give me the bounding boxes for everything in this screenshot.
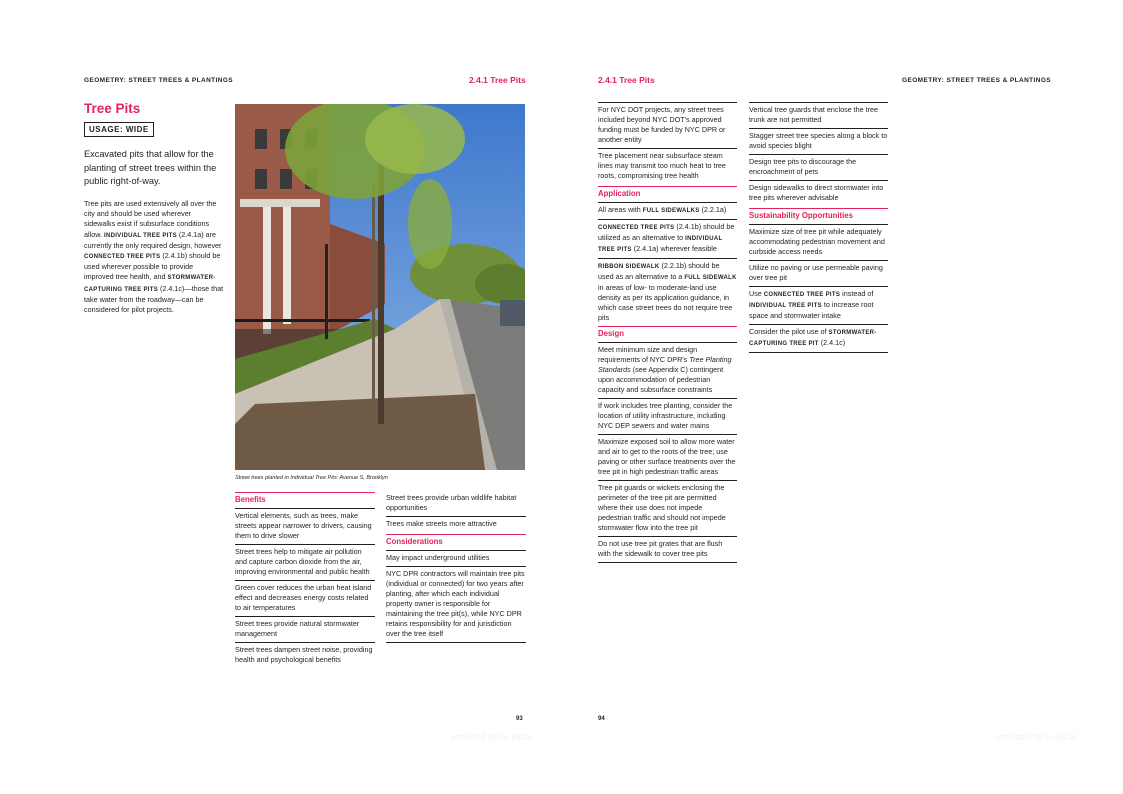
right-column-1 (598, 102, 737, 563)
text-run: (2.4.1a) wherever feasible (631, 244, 717, 253)
considerations-column (386, 491, 526, 643)
benefits-column (235, 492, 375, 668)
application-list (598, 202, 737, 326)
text-run: Utilize no paving or use permeable paving over tree pit (749, 263, 883, 282)
text-run: (2.4.1c) (818, 338, 846, 347)
text-run: Maximize size of tree pit while adequately accommodating pedestrian movement and curbside access needs (749, 227, 885, 256)
list-item (749, 324, 888, 353)
page-title: Tree Pits (84, 101, 141, 116)
term-reference: FULL SIDEWALKS (642, 208, 700, 214)
list-item (749, 260, 888, 286)
list-item (749, 286, 888, 324)
text-run: Tree pit guards or wickets enclosing the perimeter of the tree pit are permitted where their use does not impede pedestrian traffic and should not impede stormwater flow into the tree pit (598, 483, 726, 532)
intro-body (84, 199, 224, 315)
text-run: (2.2.1a) (699, 205, 727, 214)
application-heading: Application (598, 186, 737, 202)
text-run: to increase root space and stormwater intake (749, 300, 874, 320)
list-item: For NYC DOT projects, any street trees included beyond NYC DOT's approved funding must be funded by NYC DPR or another entity (598, 102, 737, 148)
design-list (598, 342, 737, 563)
text-run: Meet minimum size and design requirements of NYC DPR's (598, 345, 698, 364)
list-item (598, 258, 737, 326)
list-item: Design sidewalks to direct stormwater into tree pits wherever advisable (749, 180, 888, 206)
right-column-2 (749, 102, 888, 353)
list-item (598, 480, 737, 536)
text-run: Tree pits are used extensively all over the city and should be used wherever sidewalks exist if subsurface conditions allow. (84, 199, 217, 239)
text-run: Consider the pilot use of (749, 327, 829, 336)
text-run: Use (749, 289, 764, 298)
watermark-left: provided by liu jiacai (451, 732, 533, 742)
sustainability-list (749, 224, 888, 353)
text-run: If work includes tree planting, consider the location of utility infrastructure, including NYC DEP sewers and water mains (598, 401, 733, 430)
list-item (598, 219, 737, 258)
text-run: in areas of low- to moderate-land use density as per its application guidance, in which case street trees do not require tree pits (598, 283, 733, 322)
text-run: Maximize exposed soil to allow more water and air to get to the roots of the tree; use paving or other surface treatments over the tree pit in high pedestrian traffic areas (598, 437, 736, 476)
list-item: May impact underground utilities (386, 550, 526, 566)
list-item: Street trees provide natural stormwater management (235, 616, 375, 642)
list-item (598, 202, 737, 219)
watermark-right: provided by liu jiacai (996, 732, 1078, 742)
list-item: NYC DPR contractors will maintain tree pits (individual or connected) for two years after planting, after which each individual property owner is responsible for maintaining the tree pit(s), while NYC DPR retains responsibility for and jurisdiction over the tree itself (386, 566, 526, 643)
term-reference: STORMWATER-CAPTURING TREE PIT (749, 330, 877, 347)
term-reference: CONNECTED TREE PITS (763, 292, 841, 298)
list-item: Street trees help to mitigate air pollution and capture carbon dioxide from the air, improving environmental and public health (235, 544, 375, 580)
photo-caption: Street trees planted in Individual Tree Pits: Avenue S, Brooklyn (235, 475, 388, 481)
benefits-heading: Benefits (235, 492, 375, 508)
text-run: (2.4.1b) should be used wherever possible to provide improved tree health, and (84, 251, 221, 282)
sustainability-heading: Sustainability Opportunities (749, 208, 888, 224)
term-reference: INDIVIDUAL TREE PITS (103, 232, 177, 239)
text-run: Do not use tree pit grates that are flush with the sidewalk to cover tree pits (598, 539, 723, 558)
text-run: All areas with (598, 205, 643, 214)
term-reference: STORMWATER-CAPTURING TREE PITS (84, 275, 216, 293)
design-heading: Design (598, 326, 737, 342)
list-item: Vertical elements, such as trees, make streets appear narrower to drivers, causing them to drive slower (235, 508, 375, 544)
term-reference: RIBBON SIDEWALK (598, 264, 660, 270)
list-item: Trees make streets more attractive (386, 516, 526, 532)
list-item (598, 536, 737, 563)
considerations-heading: Considerations (386, 534, 526, 550)
text-run: (see Appendix C) contingent upon accommodation of pedestrian capacity and subsurface constraints (598, 365, 724, 394)
list-item (598, 398, 737, 434)
page-number-right: 94 (598, 716, 605, 722)
list-item (598, 434, 737, 480)
usage-badge: USAGE: WIDE (84, 122, 154, 137)
term-reference: INDIVIDUAL TREE PITS (598, 236, 723, 253)
street-tree-photo (235, 104, 525, 470)
list-item: Stagger street tree species along a block to avoid species blight (749, 128, 888, 154)
running-head-left: GEOMETRY: STREET TREES & PLANTINGS (84, 77, 234, 84)
lead-paragraph: Excavated pits that allow for the planting of street trees within the public right-of-way. (84, 149, 217, 186)
list-item (598, 342, 737, 398)
list-item: Vertical tree guards that enclose the tree trunk are not permitted (749, 102, 888, 128)
italic-reference: Tree Planting Standards (598, 355, 732, 374)
section-tag-right: 2.4.1 Tree Pits (598, 75, 655, 85)
term-reference: CONNECTED TREE PITS (598, 225, 675, 231)
list-item: Green cover reduces the urban heat island effect and decreases energy costs related to air temperatures (235, 580, 375, 616)
term-reference: FULL SIDEWALK (684, 275, 737, 281)
text-run: (2.4.1b) should be utilized as an alternative to (598, 222, 735, 242)
page-number-left: 93 (516, 716, 523, 722)
text-run: (2.2.1b) should be used as an alternative to a (598, 261, 720, 281)
list-item: Tree placement near subsurface steam lines may transmit too much heat to tree roots, compromising tree health (598, 148, 737, 184)
running-head-right: GEOMETRY: STREET TREES & PLANTINGS (902, 77, 1052, 84)
list-item: Street trees provide urban wildlife habitat opportunities (386, 493, 517, 512)
text-run: (2.4.1a) are currently the only required design, however (84, 229, 222, 250)
text-run: (2.4.1c)—those that take water from the roadway—can be considered for pilot projects. (84, 283, 224, 315)
list-item: Design tree pits to discourage the encroachment of pets (749, 154, 888, 180)
term-reference: INDIVIDUAL TREE PITS (749, 303, 822, 309)
term-reference: CONNECTED TREE PITS (84, 254, 161, 261)
list-item (749, 224, 888, 260)
text-run: instead of (840, 289, 874, 298)
list-item: Street trees dampen street noise, providing health and psychological benefits (235, 642, 375, 668)
section-tag-left: 2.4.1 Tree Pits (469, 75, 526, 85)
